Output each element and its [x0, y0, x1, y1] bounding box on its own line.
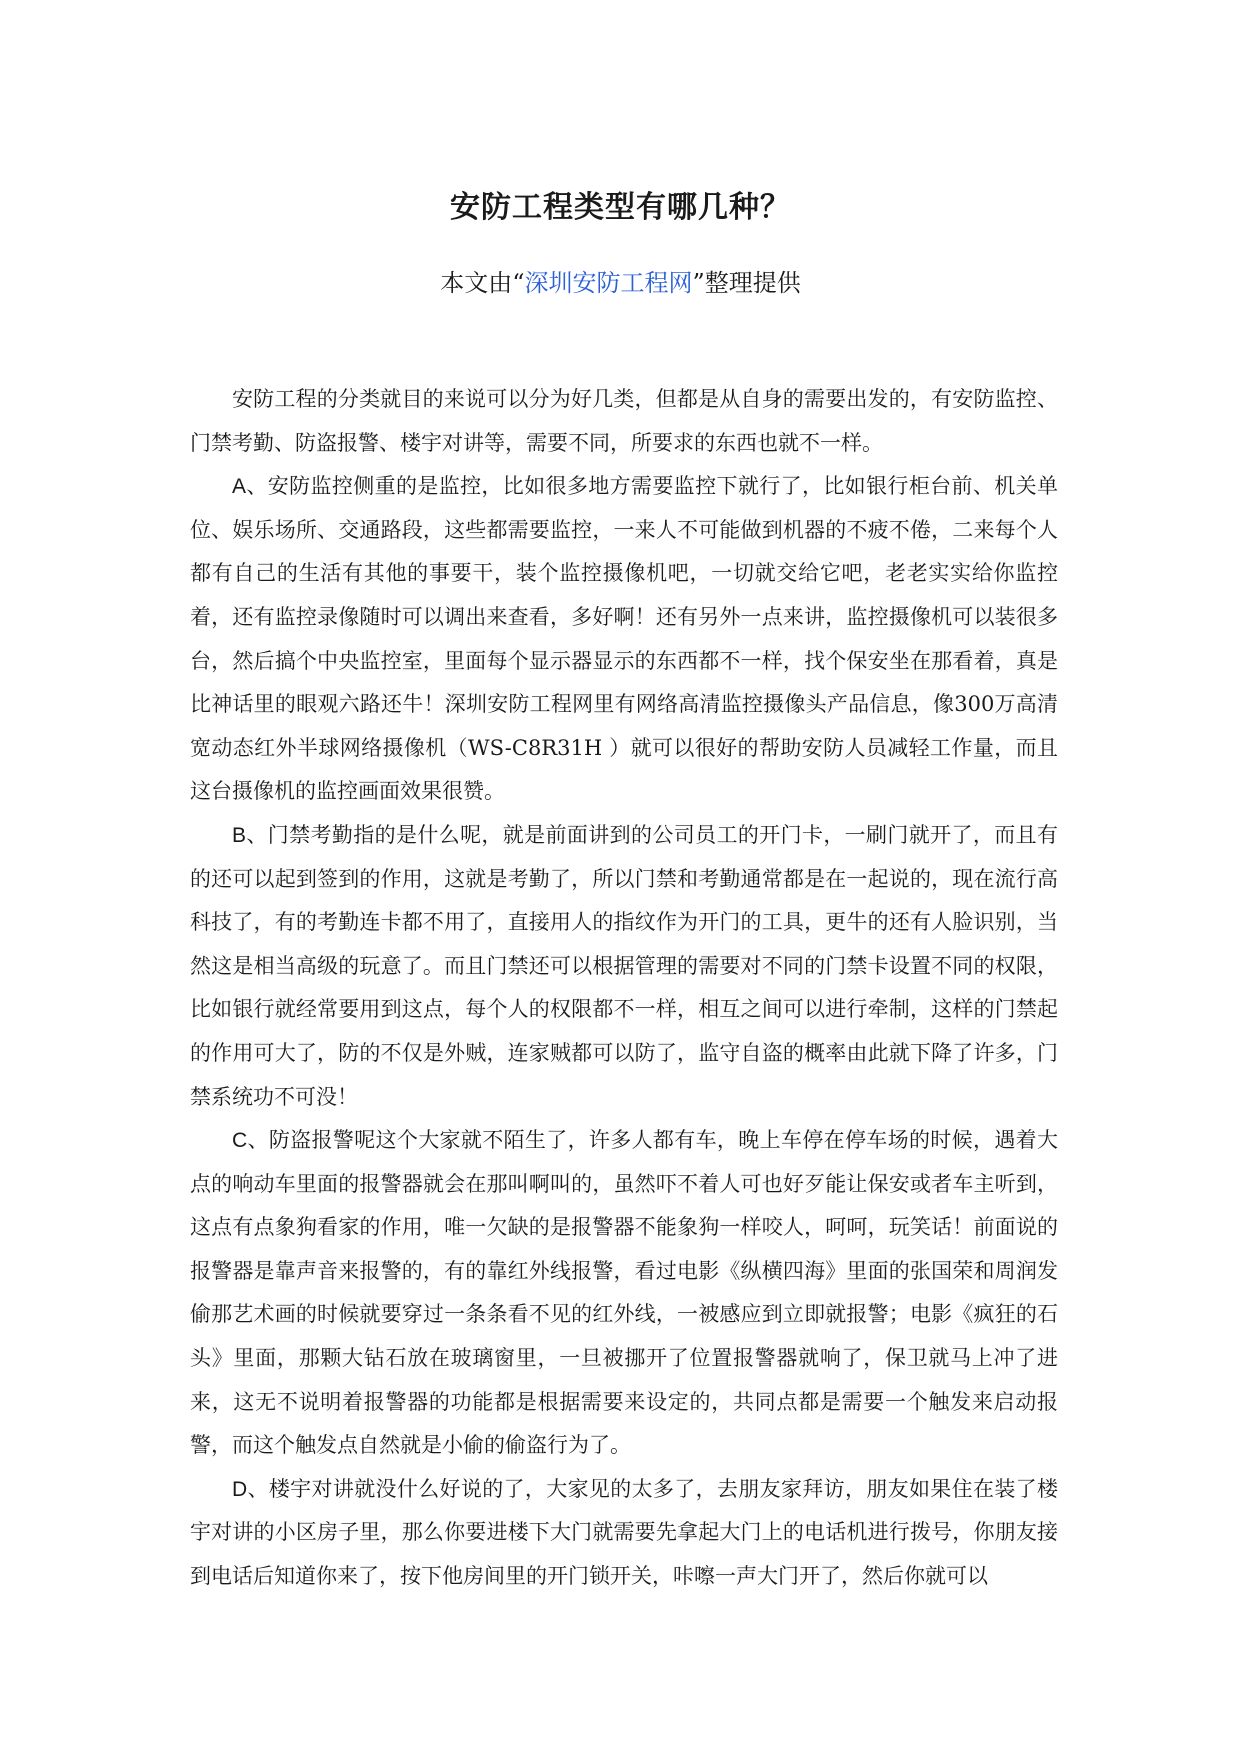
paragraph-c [190, 1119, 1058, 1468]
document-body [190, 378, 1058, 1599]
paragraph-text: 、防盗报警呢这个大家就不陌生了，许多人都有车，晚上车停在停车场的时候，遇着大点的响动车里面的报警器就会在那叫啊叫的，虽然吓不着人可也好歹能让保安或者车主听到，这点有点象狗看家的作用，唯一欠缺的是报警器不能象狗一样咬人，呵呵，玩笑话！前面说的报警器是靠声音来报警的，有的靠红外线报警，看过电影《纵横四海》里面的张国荣和周润发偷那艺术画的时候就要穿过一条条看不见的红外线，一被感应到立即就报警；电影《疯狂的石头》里面，那颗大钻石放在玻璃窗里，一旦被挪开了位置报警器就响了，保卫就马上冲了进来，这无不说明着报警器的功能都是根据需要来设定的，共同点都是需要一个触发来启动报警，而这个触发点自然就是小偷的偷盗行为了。 [190, 1128, 1058, 1458]
subtitle-suffix: ”整理提供 [692, 269, 801, 297]
paragraph-text: 、安防监控侧重的是监控，比如很多地方需要监控下就行了，比如银行柜台前、机关单位、娱乐场所、交通路段，这些都需要监控，一来人不可能做到机器的不疲不倦，二来每个人都有自己的生活有其他的事要干，装个监控摄像机吧，一切就交给它吧，老老实实给你监控着，还有监控录像随时可以调出来查看，多好啊！还有另外一点来讲，监控摄像机可以装很多台，然后搞个中央监控室，里面每个显示器显示的东西都不一样，找个保安坐在那看着，真是比神话里的眼观六路还牛！深圳安防工程网里有网络高清监控摄像头产品信息，像300万高清宽动态红外半球网络摄像机（WS-C8R31H ）就可以很好的帮助安防人员减轻工作量，而且这台摄像机的监控画面效果很赞。 [190, 474, 1058, 804]
paragraph-text: 、门禁考勤指的是什么呢，就是前面讲到的公司员工的开门卡，一刷门就开了，而且有的还可以起到签到的作用，这就是考勤了，所以门禁和考勤通常都是在一起说的，现在流行高科技了，有的考勤连卡都不用了，直接用人的指纹作为开门的工具，更牛的还有人脸识别，当然这是相当高级的玩意了。而且门禁还可以根据管理的需要对不同的门禁卡设置不同的权限，比如银行就经常要用到这点，每个人的权限都不一样，相互之间可以进行牵制，这样的门禁起的作用可大了，防的不仅是外贼，连家贼都可以防了，监守自盗的概率由此就下降了许多，门禁系统功不可没！ [190, 822, 1058, 1109]
paragraph-lead: C [232, 1129, 248, 1153]
source-link[interactable]: 深圳安防工程网 [524, 269, 693, 297]
paragraph-intro [190, 378, 1058, 465]
paragraph-lead: A [232, 475, 247, 499]
paragraph-d [190, 1468, 1058, 1599]
paragraph-text: 、楼宇对讲就没什么好说的了，大家见的太多了，去朋友家拜访，朋友如果住在装了楼宇对讲的小区房子里，那么你要进楼下大门就需要先拿起大门上的电话机进行拨号，你朋友接到电话后知道你来了，按下他房间里的开门锁开关，咔嚓一声大门开了，然后你就可以 [190, 1476, 1058, 1589]
document-subtitle [0, 266, 1241, 300]
paragraph-lead: B [232, 823, 247, 847]
paragraph-text: 安防工程的分类就目的来说可以分为好几类，但都是从自身的需要出发的，有安防监控、门禁考勤、防盗报警、楼宇对讲等，需要不同，所要求的东西也就不一样。 [190, 387, 1058, 455]
paragraph-a [190, 465, 1058, 814]
subtitle-prefix: 本文由“ [440, 269, 525, 297]
document-title: 安防工程类型有哪几种？ [450, 190, 791, 225]
paragraph-lead: D [232, 1477, 248, 1501]
paragraph-b [190, 814, 1058, 1119]
